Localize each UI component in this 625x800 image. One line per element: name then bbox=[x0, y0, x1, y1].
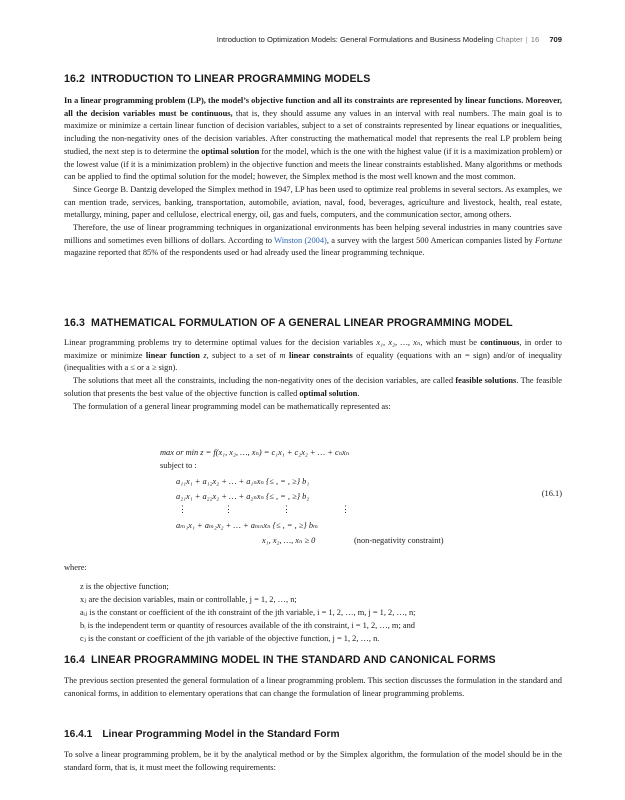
vertical-ellipsis: ⋮ bbox=[282, 504, 291, 514]
section-number: 16.4 bbox=[64, 654, 86, 666]
emphasis-text: linear constraints bbox=[285, 350, 353, 360]
section-heading-16-3 bbox=[64, 317, 513, 330]
math-text: z bbox=[199, 350, 207, 360]
running-header: Introduction to Optimization Models: General Formulations and Business Modeling Chapter | 16 709 bbox=[216, 35, 562, 44]
nonnegativity-label: (non-negativity constraint) bbox=[354, 536, 444, 545]
subsection-title: Linear Programming Model in the Standard Form bbox=[102, 729, 340, 740]
equation-number: (16.1) bbox=[541, 489, 562, 498]
paragraph: Since George B. Dantzig developed the Simplex method in 1947, LP has been used to optimize real problems in several sectors. As examples, we can mention trade, services, banking, transportation, automobile, aviation, naval, food, beverages, agriculture and livestock, health, real estate, metallurgy, mining, paper and cellulose, electrical energy, oil, gas and fuels, computers, and the communication sector, among others. bbox=[64, 184, 562, 220]
text: Therefore, the use of linear programming techniques in organizational environments has been helping several industries in many countries save millions and sometimes even billions of dollars. According to bbox=[64, 223, 562, 245]
page-number: 709 bbox=[549, 35, 562, 44]
definition-item: xⱼ are the decision variables, main or controllable, j = 1, 2, …, n; bbox=[80, 595, 297, 604]
subject-to-label: subject to : bbox=[160, 461, 197, 470]
section-title: LINEAR PROGRAMMING MODEL IN THE STANDARD AND CANONICAL FORMS bbox=[91, 654, 496, 666]
constraint-row-m: aₘ₁x₁ + aₘ₂x₂ + … + aₘₙxₙ {≤ , = , ≥} bₘ bbox=[176, 521, 319, 530]
section-heading-16-2 bbox=[64, 73, 370, 86]
paragraph bbox=[64, 375, 562, 400]
emphasis-text: In a linear programming problem (LP), the model’s objective function and all its constraints are represented by linear functions. Moreover, all the decision variables must be continuous, bbox=[64, 96, 562, 118]
where-label: where: bbox=[64, 563, 87, 572]
paragraph bbox=[64, 337, 562, 375]
vertical-ellipsis: ⋮ bbox=[224, 504, 233, 514]
vertical-ellipsis: ⋮ bbox=[178, 504, 187, 514]
text: , which must be bbox=[420, 338, 481, 347]
paragraph: The previous section presented the general formulation of a linear programming problem. This section discusses the formulation in the standard and canonical forms, in addition to elementary operations that can change the formulation of linear programming problems. bbox=[64, 676, 562, 698]
text: magazine reported that 85% of the respondents used or had already used the linear programming technique. bbox=[64, 248, 425, 258]
emphasis-text: feasible solutions bbox=[455, 376, 517, 386]
definition-item: cⱼ is the constant or coefficient of the jth variable of the objective function, j = 1, 2, …, n. bbox=[80, 634, 380, 643]
section-16-2-body bbox=[64, 95, 562, 260]
nonnegativity-constraint: x₁, x₂, …, xₙ ≥ 0 bbox=[262, 536, 316, 545]
text: . bbox=[357, 388, 360, 398]
paragraph bbox=[64, 222, 562, 260]
definition-item: bᵢ is the independent term or quantity of resources available of the ith constraint, i = 1, 2, …, m; and bbox=[80, 621, 415, 630]
section-number: 16.2 bbox=[64, 73, 86, 85]
running-title: Introduction to Optimization Models: General Formulations and Business Modeling bbox=[216, 35, 494, 44]
text: The solutions that meet all the constraints, including the non-negativity ones of the decision variables, are called bbox=[73, 376, 456, 386]
text: , a survey with the largest 500 American companies listed by bbox=[326, 235, 536, 245]
text: Linear programming problems try to determine optimal values for the decision variables bbox=[64, 338, 377, 347]
section-title: MATHEMATICAL FORMULATION OF A GENERAL LINEAR PROGRAMMING MODEL bbox=[91, 317, 513, 329]
text: for the model, which is the one with the highest value (if it is a maximization problem) or the lowest value (if it is a minimization problem) in the objective function and meets the linear constraints established. Many algorithms or methods can be applied to find the optimal solution for the model; however, the Simplex method is the most well known and the most common. bbox=[64, 146, 562, 182]
section-heading-16-4 bbox=[64, 654, 496, 667]
text: , subject to a set of bbox=[206, 350, 280, 360]
definition-item: z is the objective function; bbox=[80, 582, 169, 591]
section-16-4-body bbox=[64, 675, 562, 700]
emphasis-text: optimal solution bbox=[201, 146, 260, 156]
definition-item: aᵢⱼ is the constant or coefficient of the ith constraint of the jth variable, i = 1, 2, …, m, j = 1, 2, …, n; bbox=[80, 608, 416, 617]
objective-function: max or min z = f(x₁, x₂, …, xₙ) = c₁x₁ + c₂x₂ + … + cₙxₙ bbox=[160, 448, 350, 457]
constraint-row-2: a₂₁x₁ + a₂₂x₂ + … + a₂ₙxₙ {≤ , = , ≥} b₂ bbox=[176, 492, 310, 501]
text: . The feasible solution that presents the best value of the objective function is called bbox=[64, 376, 562, 398]
math-text: m bbox=[279, 350, 286, 360]
text: , in order to maximize or minimize bbox=[64, 338, 562, 360]
italic-text: Fortune bbox=[535, 235, 563, 245]
paragraph bbox=[64, 95, 562, 184]
chapter-label: Chapter bbox=[495, 35, 523, 44]
section-title: INTRODUCTION TO LINEAR PROGRAMMING MODELS bbox=[91, 73, 371, 85]
emphasis-text: continuous bbox=[480, 338, 520, 347]
subsection-16-4-1-body bbox=[64, 749, 562, 774]
subsection-number: 16.4.1 bbox=[64, 729, 93, 740]
page bbox=[64, 0, 562, 800]
emphasis-text: optimal solution bbox=[299, 388, 358, 398]
subsection-heading-16-4-1 bbox=[64, 729, 340, 742]
citation-link[interactable]: Winston (2004) bbox=[274, 235, 327, 245]
section-number: 16.3 bbox=[64, 317, 86, 329]
section-16-3-body bbox=[64, 337, 562, 413]
constraint-row-1: a₁₁x₁ + a₁₂x₂ + … + a₁ₙxₙ {≤ , = , ≥} b₁ bbox=[176, 477, 310, 486]
vertical-ellipsis: ⋮ bbox=[341, 504, 350, 514]
paragraph: The formulation of a general linear programming model can be mathematically represented as: bbox=[73, 401, 391, 411]
text: that is, they should assume any values in an interval with real numbers. The main goal is to maximize or minimize a certain linear function of decision variables, subject to a set of constraints represented by linear equations or inequalities, including the non-negativity ones of the decision variables. After constructing the mathematical model that represents the real LP problem being studied, the next step is to determine the bbox=[64, 108, 562, 156]
text: of equality (equations with an = sign) and/or of inequality (inequalities with a ≤ or a ≥ sign). bbox=[64, 350, 562, 373]
emphasis-text: linear function bbox=[145, 350, 200, 360]
paragraph: To solve a linear programming problem, be it by the analytical method or by the Simplex algorithm, the formulation of the model should be in the standard form, that is, it must meet the following requirements: bbox=[64, 750, 562, 772]
chapter-number: 16 bbox=[530, 35, 540, 44]
math-text: x₁, x₂, …, xₙ bbox=[376, 338, 421, 347]
